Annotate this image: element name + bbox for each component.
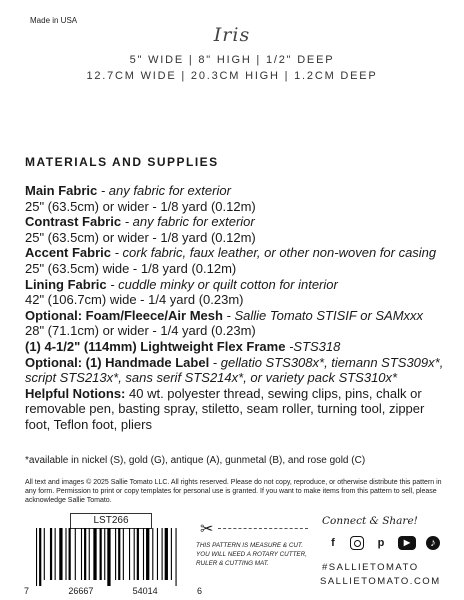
barcode-bar — [137, 528, 139, 580]
barcode-digit-2: 26667 — [68, 586, 94, 596]
barcode-bar — [93, 528, 96, 580]
copyright-notice: All text and images © 2025 Sallie Tomato LLC. All rights reserved. Please do not copy, reproduce, or otherwise distribute this pattern in any form. Permission to print or copy templates for personal use is granted. If you want to make items from this pattern to sell, please acknowledge Sallie Tomato. — [25, 479, 442, 504]
barcode-bar — [75, 528, 76, 580]
barcode-bar — [55, 528, 56, 580]
barcode-bar — [36, 528, 37, 586]
material-note: - cork fabric, faux leather, or other non-woven for casing — [110, 245, 437, 261]
material-detail: 28" (71.1cm) or wider - 1/4 yard (0.23m) — [25, 323, 256, 339]
connect-share-label: Connect & Share! — [322, 515, 418, 527]
barcode-bar — [104, 528, 105, 580]
materials-line — [25, 323, 455, 339]
barcode-bar — [171, 528, 172, 580]
material-name: Accent Fabric — [25, 245, 111, 261]
material-detail: 25" (63.5cm) wide - 1/8 yard (0.12m) — [25, 260, 237, 276]
barcode-bar — [129, 528, 130, 580]
barcode-bar — [69, 528, 71, 580]
barcode-digit-1: 7 — [24, 586, 30, 596]
social-icons — [326, 536, 440, 550]
pattern-title: Iris — [213, 24, 251, 46]
material-name: Helpful Notions: — [25, 385, 126, 401]
material-name: Optional: (1) Handmade Label — [25, 354, 210, 370]
materials-line — [25, 401, 455, 417]
materials-line — [25, 183, 455, 199]
barcode — [32, 528, 192, 586]
barcode-bar — [100, 528, 102, 580]
barcode-bar — [157, 528, 158, 580]
availability-footnote: *available in nickel (S), gold (G), antique (A), gunmetal (B), and rose gold (C) — [25, 455, 366, 466]
material-detail: 40 wt. polyester thread, sewing clips, pins, chalk or — [125, 385, 422, 401]
pinterest-icon[interactable]: p — [377, 537, 385, 549]
barcode-bar — [81, 528, 82, 580]
materials-line — [25, 199, 455, 215]
barcode-bar — [165, 528, 168, 580]
materials-line — [25, 417, 455, 433]
material-detail: foot, Teflon foot, pliers — [25, 416, 152, 432]
barcode-bar — [65, 528, 66, 580]
materials-line — [25, 355, 455, 371]
material-note: -STS318 — [285, 338, 341, 354]
barcode-digits — [24, 586, 202, 596]
material-note: - cuddle minky or quilt cotton for interior — [106, 276, 338, 292]
barcode-bar — [39, 528, 41, 586]
tiktok-icon[interactable]: ♪ — [426, 536, 440, 550]
dimensions-metric: 12.7CM WIDE | 20.3CM HIGH | 1.2CM DEEP — [86, 70, 378, 82]
hashtag: #SALLIETOMATO — [322, 562, 419, 573]
barcode-bar — [44, 528, 45, 580]
cut-line — [218, 528, 308, 529]
materials-line — [25, 292, 455, 308]
material-name: Optional: Foam/Fleece/Air Mesh — [25, 307, 223, 323]
instagram-icon[interactable] — [350, 536, 364, 550]
youtube-icon[interactable]: ▶ — [398, 536, 416, 550]
barcode-bar — [115, 528, 116, 580]
barcode-bar — [143, 528, 144, 580]
material-detail: 42" (106.7cm) wide - 1/4 yard (0.23m) — [25, 292, 244, 308]
barcode-bar — [118, 528, 120, 580]
materials-line — [25, 386, 455, 402]
materials-line — [25, 308, 455, 324]
materials-list — [25, 183, 455, 433]
material-name: (1) 4-1/2" (114mm) Lightweight Flex Frame — [25, 338, 286, 354]
made-in-label: Made in USA — [30, 16, 78, 25]
barcode-bar — [59, 528, 62, 580]
barcode-bar — [107, 528, 110, 586]
barcode-digit-4: 6 — [196, 586, 202, 596]
barcode-bar — [84, 528, 86, 580]
barcode-digit-3: 54014 — [132, 586, 158, 596]
materials-heading: MATERIALS AND SUPPLIES — [25, 155, 219, 169]
barcode-bar — [152, 528, 153, 580]
material-name: Main Fabric — [25, 183, 98, 198]
barcode-bar — [146, 528, 149, 580]
material-detail: 25" (63.5cm) or wider - 1/8 yard (0.12m) — [25, 198, 256, 214]
materials-line — [25, 370, 455, 386]
material-name: Lining Fabric — [25, 276, 107, 292]
barcode-bar — [134, 528, 135, 580]
material-detail: 25" (63.5cm) or wider - 1/8 yard (0.12m) — [25, 229, 256, 245]
material-note: - Sallie Tomato STISIF or SAMxxx — [222, 307, 424, 323]
material-note: - any fabric for exterior — [121, 214, 255, 230]
material-name: Contrast Fabric — [25, 214, 122, 230]
barcode-bar — [176, 528, 177, 586]
website[interactable]: SALLIETOMATO.COM — [320, 576, 441, 587]
material-detail: removable pen, basting spray, stiletto, seam roller, turning tool, zipper — [25, 401, 425, 417]
barcode-bar — [50, 528, 52, 580]
material-note: - any fabric for exterior — [97, 183, 231, 198]
material-note: - gellatio STS308x*, tiemann STS309x*, — [209, 354, 444, 370]
barcode-bar — [162, 528, 163, 580]
materials-line — [25, 339, 455, 355]
dimensions-imperial: 5" WIDE | 8" HIGH | 1/2" DEEP — [129, 54, 335, 66]
materials-line — [25, 261, 455, 277]
barcode-bar — [123, 528, 124, 580]
barcode-bars — [32, 528, 192, 586]
barcode-bar — [89, 528, 90, 580]
measure-cut-notice: THIS PATTERN IS MEASURE & CUT. YOU WILL NEED A ROTARY CUTTER, RULER & CUTTING MAT. — [196, 542, 307, 567]
material-note: script STS213x*, sans serif STS214x*, or variety pack STS310x* — [25, 370, 398, 386]
scissors-icon: ✂ — [200, 521, 214, 538]
materials-line — [25, 277, 455, 293]
materials-line — [25, 214, 455, 230]
facebook-icon[interactable]: f — [331, 537, 335, 549]
materials-line — [25, 230, 455, 246]
materials-line — [25, 245, 455, 261]
sku-box: LST266 — [70, 513, 152, 529]
